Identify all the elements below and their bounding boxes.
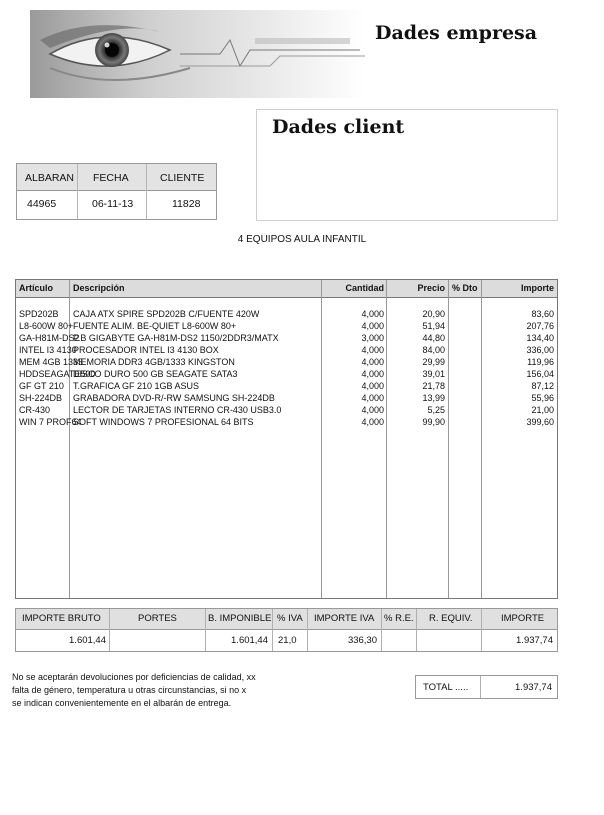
company-logo xyxy=(30,10,365,98)
column-header-dto: % Dto xyxy=(452,283,478,293)
item-code: CR-430 xyxy=(19,405,51,415)
table-row xyxy=(16,392,557,404)
table-row xyxy=(16,344,557,356)
item-price: 21,78 xyxy=(422,381,445,391)
item-quantity: 4,000 xyxy=(361,405,384,415)
item-quantity: 4,000 xyxy=(361,369,384,379)
client-number: 11828 xyxy=(172,198,201,210)
item-code: WIN 7 PROF64 xyxy=(19,417,82,427)
item-amount: 119,96 xyxy=(527,357,554,367)
table-row xyxy=(16,416,557,428)
item-code: SPD202B xyxy=(19,309,59,319)
item-amount: 207,76 xyxy=(526,321,554,331)
header-fecha: FECHA xyxy=(93,172,129,184)
item-description: DISCO DURO 500 GB SEAGATE SATA3 xyxy=(73,369,238,379)
item-price: 13,99 xyxy=(422,393,445,403)
column-header-importe: Importe xyxy=(520,283,554,293)
note-line: se indican convenientemente en el albarán de entrega. xyxy=(12,698,232,708)
item-code: HDDSEAGATE500 xyxy=(19,369,96,379)
item-code: L8-600W 80+ xyxy=(19,321,74,331)
item-price: 99,90 xyxy=(422,417,445,427)
table-row xyxy=(16,368,557,380)
item-price: 20,90 xyxy=(422,309,445,319)
table-row xyxy=(16,308,557,320)
table-row xyxy=(16,404,557,416)
importe-bruto-value: 1.601,44 xyxy=(69,635,106,646)
item-price: 84,00 xyxy=(422,345,445,355)
item-description: CAJA ATX SPIRE SPD202B C/FUENTE 420W xyxy=(73,309,260,319)
return-policy-note xyxy=(12,671,312,710)
column-divider xyxy=(146,164,147,219)
item-code: INTEL I3 4130 xyxy=(19,345,77,355)
total-label: TOTAL ..... xyxy=(423,682,469,693)
table-row xyxy=(16,320,557,332)
column-divider xyxy=(109,609,110,651)
column-header-precio: Precio xyxy=(417,283,445,293)
client-title: Dades client xyxy=(272,116,405,138)
item-price: 44,80 xyxy=(422,333,445,343)
item-amount: 134,40 xyxy=(526,333,554,343)
item-code: SH-224DB xyxy=(19,393,63,403)
item-quantity: 4,000 xyxy=(361,417,384,427)
header-portes: PORTES xyxy=(138,613,177,624)
eye-logo-graphic xyxy=(30,10,365,98)
item-price: 5,25 xyxy=(427,405,445,415)
line-items-table xyxy=(15,279,558,599)
table-row xyxy=(16,356,557,368)
column-divider xyxy=(77,164,78,219)
column-divider xyxy=(381,609,382,651)
note-line: falta de género, temperatura u otras circunstancias, si no x xyxy=(12,685,247,695)
totals-table xyxy=(15,608,558,652)
item-quantity: 3,000 xyxy=(361,333,384,343)
column-divider xyxy=(480,676,481,698)
header-importe-bruto: IMPORTE BRUTO xyxy=(22,613,101,624)
item-description: SOFT WINDOWS 7 PROFESIONAL 64 BITS xyxy=(73,417,254,427)
iva-percent-value: 21,0 xyxy=(278,635,297,646)
grand-total-box xyxy=(415,675,558,699)
item-amount: 83,60 xyxy=(531,309,554,319)
item-quantity: 4,000 xyxy=(361,345,384,355)
item-quantity: 4,000 xyxy=(361,321,384,331)
table-row xyxy=(16,380,557,392)
base-imponible-value: 1.601,44 xyxy=(231,635,268,646)
column-header-articulo: Artículo xyxy=(19,283,54,293)
item-price: 29,99 xyxy=(422,357,445,367)
item-amount: 156,04 xyxy=(526,369,554,379)
item-code: GF GT 210 xyxy=(19,381,64,391)
item-description: FUENTE ALIM. BE-QUIET L8-600W 80+ xyxy=(73,321,237,331)
header-albaran: ALBARAN xyxy=(25,172,75,184)
note-line: No se aceptarán devoluciones por deficiencias de calidad, xx xyxy=(12,672,256,682)
item-description: T.GRAFICA GF 210 1GB ASUS xyxy=(73,381,200,391)
header-importe-iva: IMPORTE IVA xyxy=(314,613,375,624)
order-description: 4 EQUIPOS AULA INFANTIL xyxy=(237,234,367,245)
item-description: MEMORIA DDR3 4GB/1333 KINGSTON xyxy=(73,357,235,367)
item-amount: 55,96 xyxy=(531,393,554,403)
table-row xyxy=(16,332,557,344)
item-description: P.B GIGABYTE GA-H81M-DS2 1150/2DDR3/MATX xyxy=(73,333,279,343)
total-value: 1.937,74 xyxy=(515,682,552,693)
item-price: 39,01 xyxy=(422,369,445,379)
header-base-imponible: B. IMPONIBLE xyxy=(208,613,272,624)
importe-total-value: 1.937,74 xyxy=(516,635,553,646)
item-amount: 87,12 xyxy=(531,381,554,391)
item-code: GA-H81M-DS2 xyxy=(19,333,80,343)
item-quantity: 4,000 xyxy=(361,309,384,319)
column-divider xyxy=(272,609,273,651)
item-quantity: 4,000 xyxy=(361,393,384,403)
item-description: GRABADORA DVD-R/-RW SAMSUNG SH-224DB xyxy=(73,393,275,403)
delivery-info-table xyxy=(16,163,217,220)
item-price: 51,94 xyxy=(422,321,445,331)
albaran-number: 44965 xyxy=(27,198,57,210)
item-amount: 399,60 xyxy=(526,417,554,427)
item-code: MEM 4GB 1333 xyxy=(19,357,84,367)
delivery-date: 06-11-13 xyxy=(92,198,134,210)
item-description: LECTOR DE TARJETAS INTERNO CR-430 USB3.0 xyxy=(73,405,282,415)
company-title: Dades empresa xyxy=(375,22,538,44)
header-importe-total: IMPORTE xyxy=(501,613,545,624)
header-cliente: CLIENTE xyxy=(160,172,205,184)
item-description: PROCESADOR INTEL I3 4130 BOX xyxy=(73,345,219,355)
item-quantity: 4,000 xyxy=(361,357,384,367)
header-recargo-equiv: R. EQUIV. xyxy=(429,613,473,624)
header-iva-percent: % IVA xyxy=(277,613,303,624)
column-divider xyxy=(416,609,417,651)
item-amount: 21,00 xyxy=(531,405,554,415)
column-header-descripcion: Descripción xyxy=(73,283,125,293)
header-re-percent: % R.E. xyxy=(384,613,414,624)
importe-iva-value: 336,30 xyxy=(347,635,377,646)
item-quantity: 4,000 xyxy=(361,381,384,391)
item-amount: 336,00 xyxy=(526,345,554,355)
column-header-cantidad: Cantidad xyxy=(345,283,384,293)
